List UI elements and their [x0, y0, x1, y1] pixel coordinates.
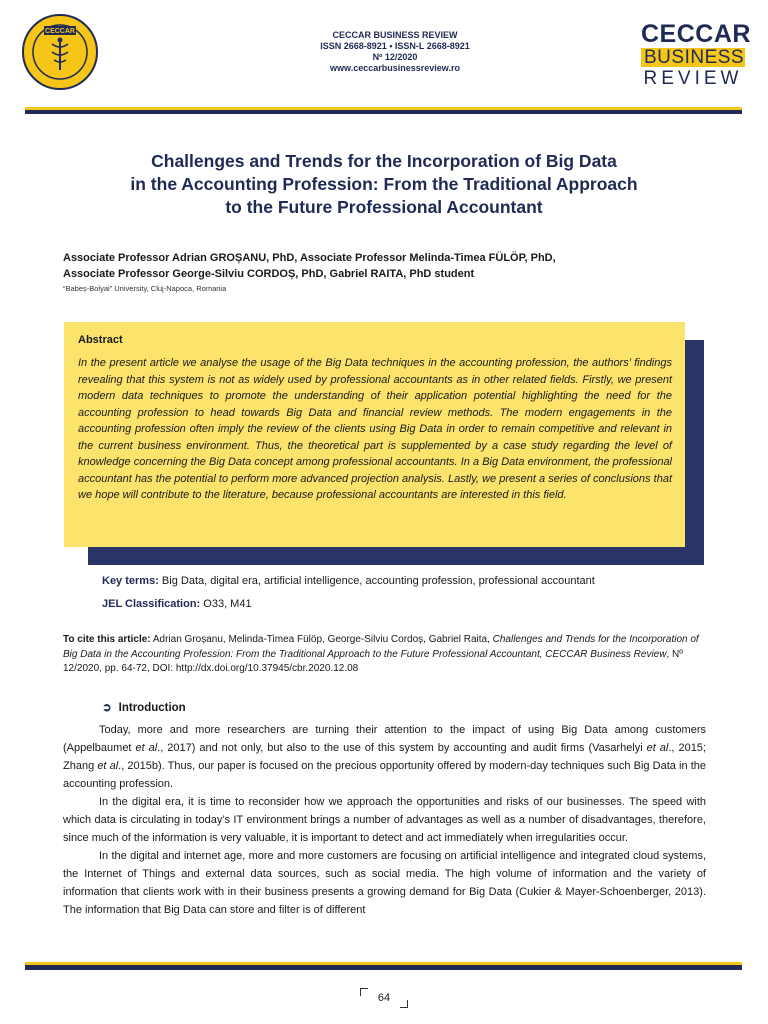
paragraph: In the digital era, it is time to reconsider how we approach the opportunities and risks of our businesses. The speed with which data is circulating in today’s IT environment brings a number of advantages as well as a number of disadvantages, therefore, since much of the information is very valuable, it is important to detect and act immediately when irregularities occur.	[63, 796, 706, 844]
header-rule-accent	[25, 107, 742, 110]
brand-line2: BUSINESS	[641, 48, 745, 67]
page-number: 64	[360, 988, 408, 1008]
text-run: ., 2015; Zhang	[63, 742, 706, 772]
issn: ISSN 2668-8921 • ISSN-L 2668-8921	[320, 41, 470, 51]
brand-line1: CECCAR	[641, 20, 751, 48]
issue-number: Nº 12/2020	[372, 52, 418, 62]
citation-rest: , Nº 12/2020, pp. 64-72, DOI: http://dx.doi.org/10.37945/cbr.2020.12.08	[63, 648, 683, 674]
key-terms-label: Key terms:	[102, 575, 159, 587]
citation-authors: Adrian Groșanu, Melinda-Timea Fülöp, George-Silviu Cordoș, Gabriel Raita,	[152, 634, 490, 645]
citation-title: Challenges and Trends for the Incorporation of Big Data in the Accounting Profession: From the Traditional Approach to the Future Professional Accountant, CECCAR Business Review	[63, 634, 699, 660]
paragraph	[63, 721, 706, 793]
affiliation: “Babeș-Bolyai” University, Cluj-Napoca, Romania	[63, 284, 227, 293]
title-line: Challenges and Trends for the Incorporation of Big Data	[151, 151, 617, 171]
footer-rule	[25, 965, 742, 970]
text-run: ., 2015b). Thus, our paper is focused on the precious opportunity offered by modern-day techniques such Big Data in the accounting profession.	[63, 760, 706, 790]
key-terms	[102, 575, 595, 587]
arrow-right-icon: ➲	[102, 702, 112, 714]
text-run: et al	[646, 742, 669, 754]
text-run: et al	[135, 742, 158, 754]
title-line: to the Future Professional Accountant	[225, 197, 543, 217]
authors-line: Associate Professor Adrian GROȘANU, PhD, Associate Professor Melinda-Timea FÜLÖP, PhD,	[63, 252, 556, 264]
journal-info	[300, 30, 490, 74]
authors	[63, 250, 723, 282]
seal-text: CECCAR	[45, 28, 75, 35]
abstract-heading: Abstract	[78, 334, 123, 346]
brand-logo	[641, 20, 751, 89]
introduction-body	[63, 721, 706, 919]
paragraph: In the digital and internet age, more and more customers are focusing on artificial intelligence and integrated cloud systems, the Internet of Things and external data sources, such as social media. The high volume of information and the variety of information that clients work with in their business presents a growing demand for Big Data (Cukier & Mayer-Schoenberger, 2013). The information that Big Data can store and filter is of different	[63, 850, 706, 916]
ceccar-seal-logo	[22, 14, 98, 90]
jel-classification	[102, 598, 252, 610]
website-link[interactable]: www.ceccarbusinessreview.ro	[330, 63, 460, 73]
text-run: ., 2017) and not only, but also to the use of this system by accounting and audit firms (Vasarhelyi	[157, 742, 647, 754]
authors-line: Associate Professor George-Silviu CORDOȘ, PhD, Gabriel RAITA, PhD student	[63, 268, 475, 280]
abstract-text: In the present article we analyse the usage of the Big Data techniques in the accounting profession, the authors’ findings revealing that this system is not as widely used by professional accountants as in other related fields. Firstly, we present modern data techniques to promote the understanding of their application potential highlighting the need for the accounting profession to head towards Big Data and financial review methods. The modern engagements in the accounting profession often imply the review of the clients using Big Data in order to remain competitive and relevant in the current business environment. Thus, the theoretical part is supplemented by a case study regarding the level of knowledge concerning the Big Data concept among professional accountants. In a Big Data environment, the professional accountant has the potential to perform more advanced projection analysis. Lastly, we present a series of conclusions that we hope will contribute to the literature, because professional accountants are interested in this field.	[78, 357, 672, 501]
journal-name: CECCAR BUSINESS REVIEW	[332, 30, 458, 40]
introduction-heading	[102, 700, 186, 714]
text-run: et al	[97, 760, 119, 772]
citation-label: To cite this article:	[63, 634, 151, 645]
title-line: in the Accounting Profession: From the Traditional Approach	[130, 174, 638, 194]
article-title	[60, 150, 708, 219]
brand-line3: REVIEW	[643, 68, 743, 89]
citation	[63, 633, 706, 677]
introduction-heading-text: Introduction	[118, 702, 186, 714]
jel-value: O33, M41	[203, 598, 252, 610]
text-run: Today, more and more researchers are turning their attention to the impact of using Big Data among customers (Appelbaumet	[63, 724, 706, 754]
key-terms-value: Big Data, digital era, artificial intelligence, accounting profession, professional accountant	[161, 575, 595, 587]
jel-label: JEL Classification:	[102, 598, 201, 610]
